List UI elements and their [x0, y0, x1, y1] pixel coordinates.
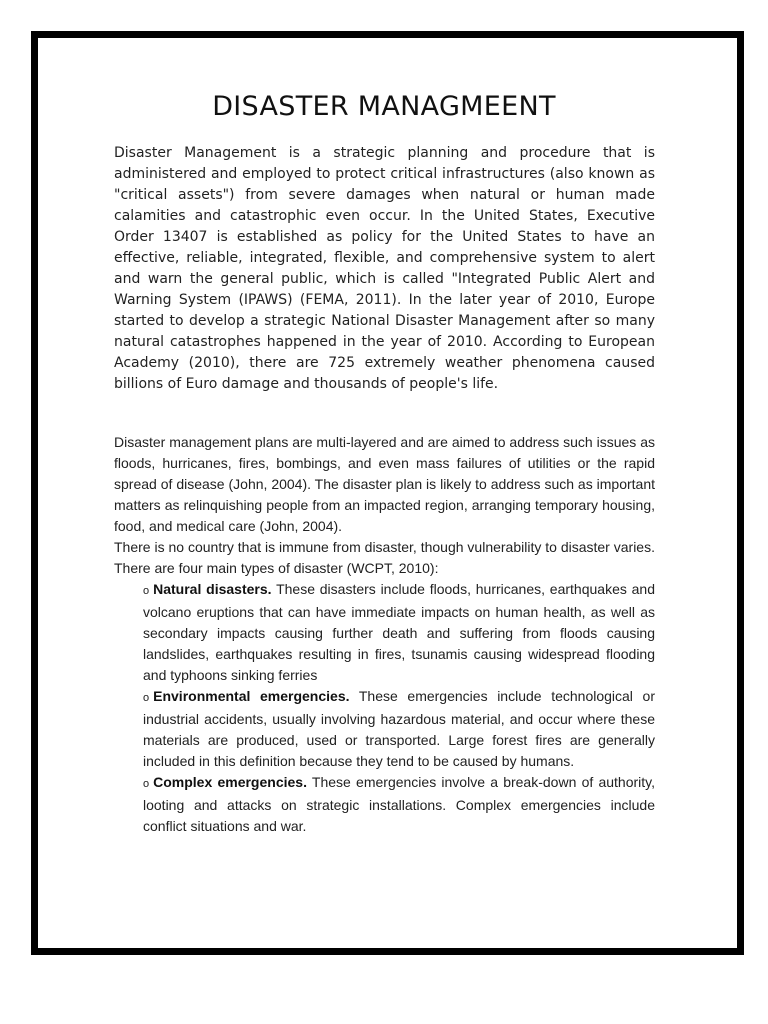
description-natural-disasters: These disasters include floods, hurricanes, earthquakes and volcano eruptions that can have immediate impacts on human health, as well as secondary impacts causing further death and suffering from floods causing landslides, earthquakes resulting in fires, tsunamis causing widespread flooding and typhoons sinking ferries: [143, 581, 656, 683]
description-complex-emergencies: These emergencies involve a break-down of authority, looting and attacks on strategic installations. Complex emergencies include conflict situations and war.: [143, 774, 655, 834]
document-title: DISASTER MANAGMEENT: [212, 91, 556, 122]
description-environmental-emergencies: These emergencies include technological or industrial accidents, usually involving hazardous material, and occur where these materials are produced, used or transported. Large forest fires are generally included in this definition because they tend to be caused by humans.: [143, 688, 655, 769]
types-intro-paragraph: There is no country that is immune from disaster, though vulnerability to disaster varies. There are four main types of disaster (WCPT, 2010):: [114, 539, 655, 576]
bullet-icon: o: [143, 778, 150, 790]
bullet-icon: o: [143, 585, 150, 597]
disaster-types-list: [143, 579, 655, 837]
term-environmental-emergencies: Environmental emergencies.: [153, 688, 350, 704]
plans-paragraph: Disaster management plans are multi-layered and are aimed to address such issues as floods, hurricanes, fires, bombings, and even mass failures of utilities or the rapid spread of disease (John, 2004). The disaster plan is likely to address such as important matters as relinquishing people from an impacted region, arranging temporary housing, food, and medical care (John, 2004).: [114, 434, 655, 534]
list-item-natural-disasters: [143, 579, 655, 686]
list-item-environmental-emergencies: [143, 686, 655, 772]
list-item-complex-emergencies: [143, 772, 655, 837]
intro-paragraph: Disaster Management is a strategic planning and procedure that is administered and employed to protect critical infrastructures (also known as "critical assets") from severe damages when natural or human made calamities and catastrophic even occur. In the United States, Executive Order 13407 is established as policy for the United States to have an effective, reliable, integrated, flexible, and comprehensive system to alert and warn the general public, which is called "Integrated Public Alert and Warning System (IPAWS) (FEMA, 2011). In the later year of 2010, Europe started to develop a strategic National Disaster Management after so many natural catastrophes happened in the year of 2010. According to European Academy (2010), there are 725 extremely weather phenomena caused billions of Euro damage and thousands of people's life.: [114, 145, 655, 392]
bullet-icon: o: [143, 692, 150, 704]
term-complex-emergencies: Complex emergencies.: [153, 774, 307, 790]
term-natural-disasters: Natural disasters.: [153, 581, 272, 597]
